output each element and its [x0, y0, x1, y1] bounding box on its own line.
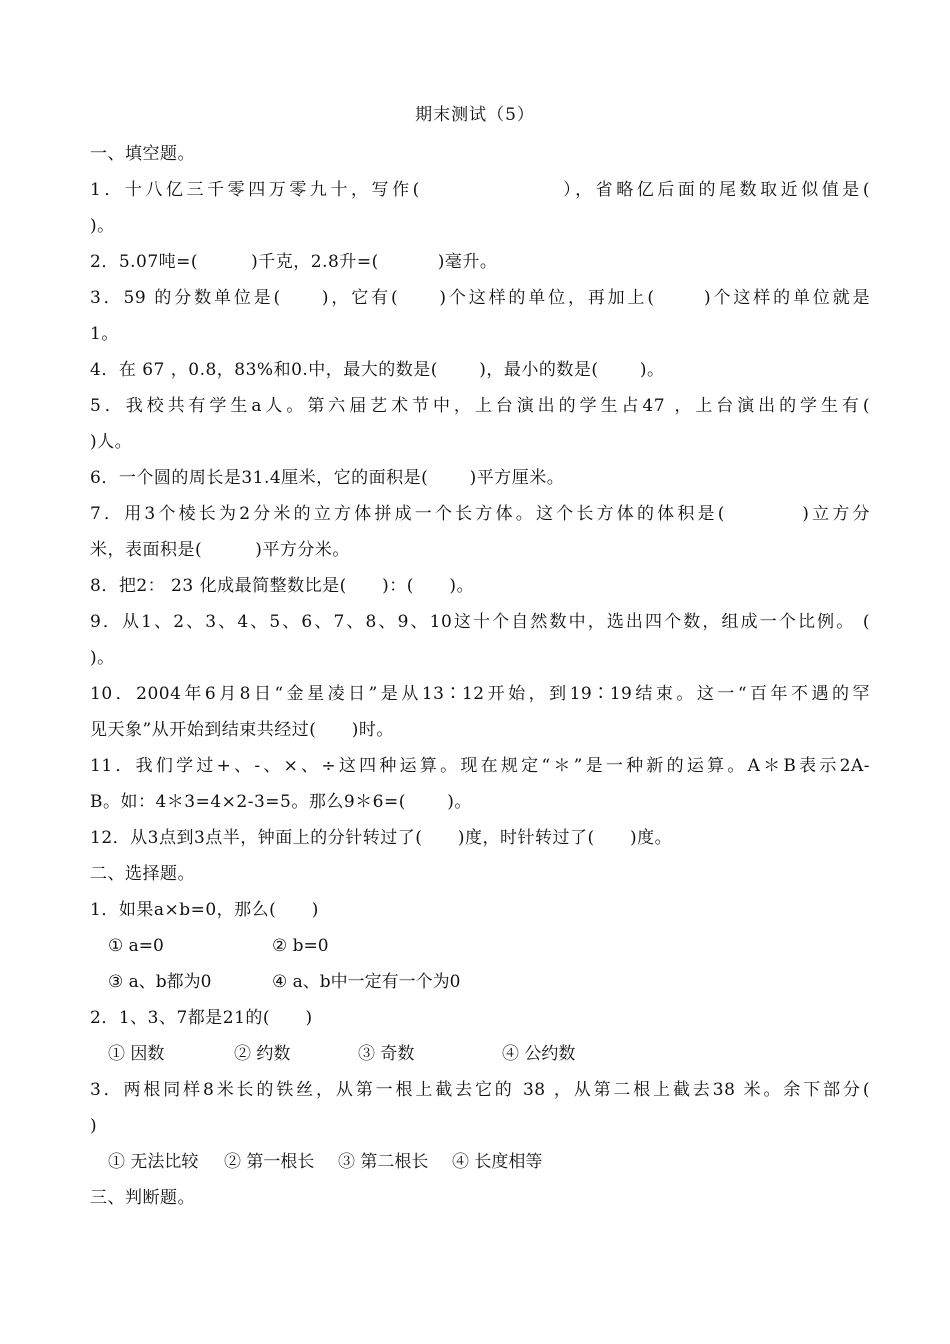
choice-option: ④ 公约数 — [502, 1044, 576, 1064]
question-line — [90, 393, 870, 419]
choice-option: ④ 长度相等 — [452, 1152, 543, 1172]
choice-question-stem — [90, 1077, 870, 1103]
question-line — [90, 681, 870, 707]
question-text: 3．59 的分数单位是( )，它有( )个这样的单位，再加上( )个这样的单位就是 — [90, 288, 870, 308]
choice-option: ③ a、b都为0 — [108, 972, 212, 992]
question-line: 8．把2： 23 化成最简整数比是( )：( )。 — [90, 576, 474, 596]
question-text: 5．我校共有学生a人。第六届艺术节中，上台演出的学生占47 ，上台演出的学生有( — [90, 396, 870, 416]
choice-question-stem: 1．如果a×b=0，那么( ) — [90, 900, 319, 920]
choice-option: ② 第一根长 — [224, 1152, 315, 1172]
choice-option: ③ 第二根长 — [338, 1152, 429, 1172]
question-text: 7．用3个棱长为2分米的立方体拼成一个长方体。这个长方体的体积是( )立方分 — [90, 504, 870, 524]
question-text: 3．两根同样8米长的铁丝，从第一根上截去它的 38 ，从第二根上截去38 米。余下部分( — [90, 1080, 870, 1100]
question-line: )。 — [90, 216, 115, 236]
choice-option: ③ 奇数 — [358, 1044, 415, 1064]
choice-option: ① a=0 — [108, 936, 164, 956]
section-heading-fill-blank: 一、填空题。 — [90, 144, 195, 164]
question-line — [90, 285, 870, 311]
question-line: B。如：4＊3=4×2-3=5。那么9＊6=( )。 — [90, 792, 472, 812]
question-line: )人。 — [90, 432, 133, 452]
choice-option: ① 无法比较 — [108, 1152, 199, 1172]
question-line — [90, 177, 870, 203]
question-line: )。 — [90, 648, 115, 668]
choice-option: ④ a、b中一定有一个为0 — [272, 972, 461, 992]
choice-option: ② 约数 — [234, 1044, 291, 1064]
question-text: 10．2004年6月8日“金星凌日”是从13∶12开始，到19∶19结束。这一“百年不遇的罕 — [90, 684, 870, 704]
section-heading-true-false: 三、判断题。 — [90, 1188, 195, 1208]
question-text: 1．十八亿三千零四万零九十，写作( ），省略亿后面的尾数取近似值是( — [90, 180, 870, 200]
question-line: 12．从3点到3点半，钟面上的分针转过了( )度，时针转过了( )度。 — [90, 828, 673, 848]
question-text: 11．我们学过+、-、×、÷这四种运算。现在规定“＊”是一种新的运算。A＊B表示2A- — [90, 756, 870, 776]
question-line: 见天象”从开始到结束共经过( )时。 — [90, 720, 394, 740]
question-line: 6．一个圆的周长是31.4厘米，它的面积是( )平方厘米。 — [90, 468, 565, 488]
question-line — [90, 753, 870, 779]
question-line: 2．5.07吨=( )千克，2.8升=( )毫升。 — [90, 252, 498, 272]
choice-option: ① 因数 — [108, 1044, 165, 1064]
choice-option: ② b=0 — [272, 936, 329, 956]
question-line: 1。 — [90, 324, 119, 344]
question-line — [90, 501, 870, 527]
choice-question-stem-continued: ) — [90, 1116, 98, 1136]
section-heading-choice: 二、选择题。 — [90, 864, 195, 884]
question-text: 9．从1、2、3、4、5、6、7、8、9、10这十个自然数中，选出四个数，组成一个比例。 ( — [90, 612, 870, 632]
page-title: 期末测试（5） — [415, 105, 535, 125]
question-line — [90, 609, 870, 635]
question-line: 米，表面积是( )平方分米。 — [90, 540, 350, 560]
choice-question-stem: 2．1、3、7都是21的( ) — [90, 1008, 313, 1028]
question-line: 4．在 67 ，0.8，83%和0.中，最大的数是( )，最小的数是( )。 — [90, 360, 665, 380]
